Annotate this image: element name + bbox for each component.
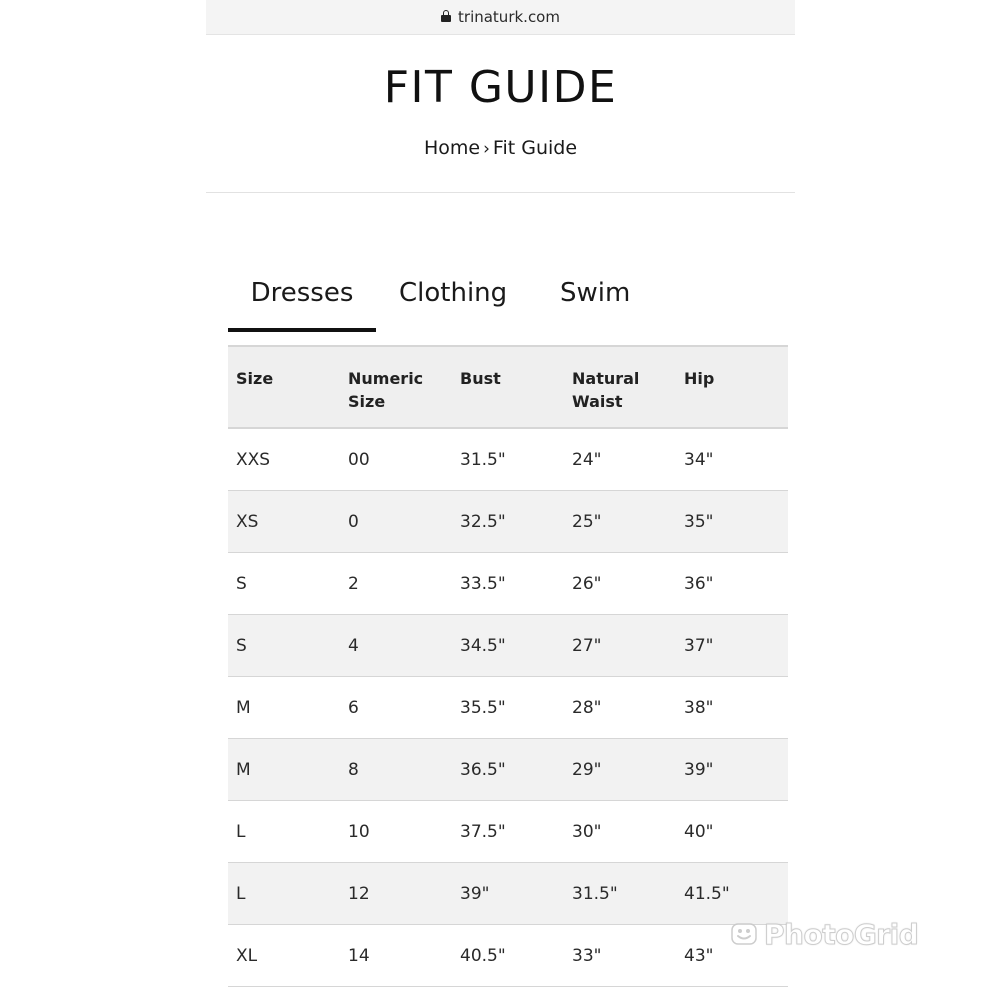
cell-hip: 37" [684,635,714,656]
cell-size: L [236,883,246,904]
table-row [228,801,788,863]
url-text: trinaturk.com [458,8,560,26]
table-row [228,739,788,801]
cell-numeric-size: 0 [348,511,359,532]
cell-hip: 35" [684,511,714,532]
smile-icon [730,920,758,948]
cell-hip: 39" [684,759,714,780]
cell-bust: 39" [460,883,490,904]
breadcrumb-separator: › [483,139,490,159]
cell-numeric-size: 12 [348,883,370,904]
cell-hip: 40" [684,821,714,842]
cell-bust: 36.5" [460,759,506,780]
cell-natural-waist: 31.5" [572,883,618,904]
cell-bust: 34.5" [460,635,506,656]
cell-size: M [236,759,251,780]
cell-size: XXS [236,449,271,470]
tab-swim[interactable]: Swim [560,278,631,308]
cell-hip: 41.5" [684,883,730,904]
cell-hip: 34" [684,449,714,470]
breadcrumb-current: Fit Guide [492,137,578,159]
watermark-text: PhotoGrid [764,917,919,951]
photogrid-watermark [730,915,918,953]
cell-bust: 37.5" [460,821,506,842]
cell-numeric-size: 14 [348,945,370,966]
cell-size: S [236,635,247,656]
mobile-browser-view [206,0,795,1000]
cell-hip: 43" [684,945,714,966]
cell-natural-waist: 29" [572,759,602,780]
lock-icon [441,10,451,22]
cell-bust: 35.5" [460,697,506,718]
header-size: Size [236,369,274,388]
cell-numeric-size: 2 [348,573,359,594]
cell-natural-waist: 30" [572,821,602,842]
table-row [228,677,788,739]
breadcrumb [206,137,795,159]
cell-hip: 38" [684,697,714,718]
header-hip: Hip [684,369,715,388]
cell-numeric-size: 4 [348,635,359,656]
address-bar[interactable] [206,0,795,35]
cell-natural-waist: 33" [572,945,602,966]
table-row [228,491,788,553]
cell-natural-waist: 28" [572,697,602,718]
breadcrumb-home-link[interactable]: Home [423,137,481,159]
table-row [228,615,788,677]
cell-numeric-size: 00 [348,449,370,470]
header-natural-waist: Natural Waist [572,369,640,411]
cell-size: XL [236,945,258,966]
tab-dresses[interactable]: Dresses [228,278,376,332]
cell-numeric-size: 10 [348,821,370,842]
cell-numeric-size: 8 [348,759,359,780]
category-tabs [228,278,788,332]
cell-size: M [236,697,251,718]
cell-hip: 36" [684,573,714,594]
cell-natural-waist: 27" [572,635,602,656]
header-divider [206,192,795,193]
cell-natural-waist: 25" [572,511,602,532]
cell-size: XS [236,511,259,532]
cell-natural-waist: 24" [572,449,602,470]
tab-clothing[interactable]: Clothing [399,278,508,308]
cell-numeric-size: 6 [348,697,359,718]
cell-bust: 33.5" [460,573,506,594]
table-header-row [228,345,788,429]
fit-table [228,345,788,987]
table-row [228,429,788,491]
table-row [228,925,788,987]
cell-natural-waist: 26" [572,573,602,594]
cell-bust: 31.5" [460,449,506,470]
page-title: FIT GUIDE [383,62,618,113]
table-row [228,553,788,615]
table-row [228,863,788,925]
cell-size: L [236,821,246,842]
header-numeric-size: Numeric Size [348,369,424,411]
cell-size: S [236,573,247,594]
cell-bust: 40.5" [460,945,506,966]
header-bust: Bust [460,369,501,388]
cell-bust: 32.5" [460,511,506,532]
